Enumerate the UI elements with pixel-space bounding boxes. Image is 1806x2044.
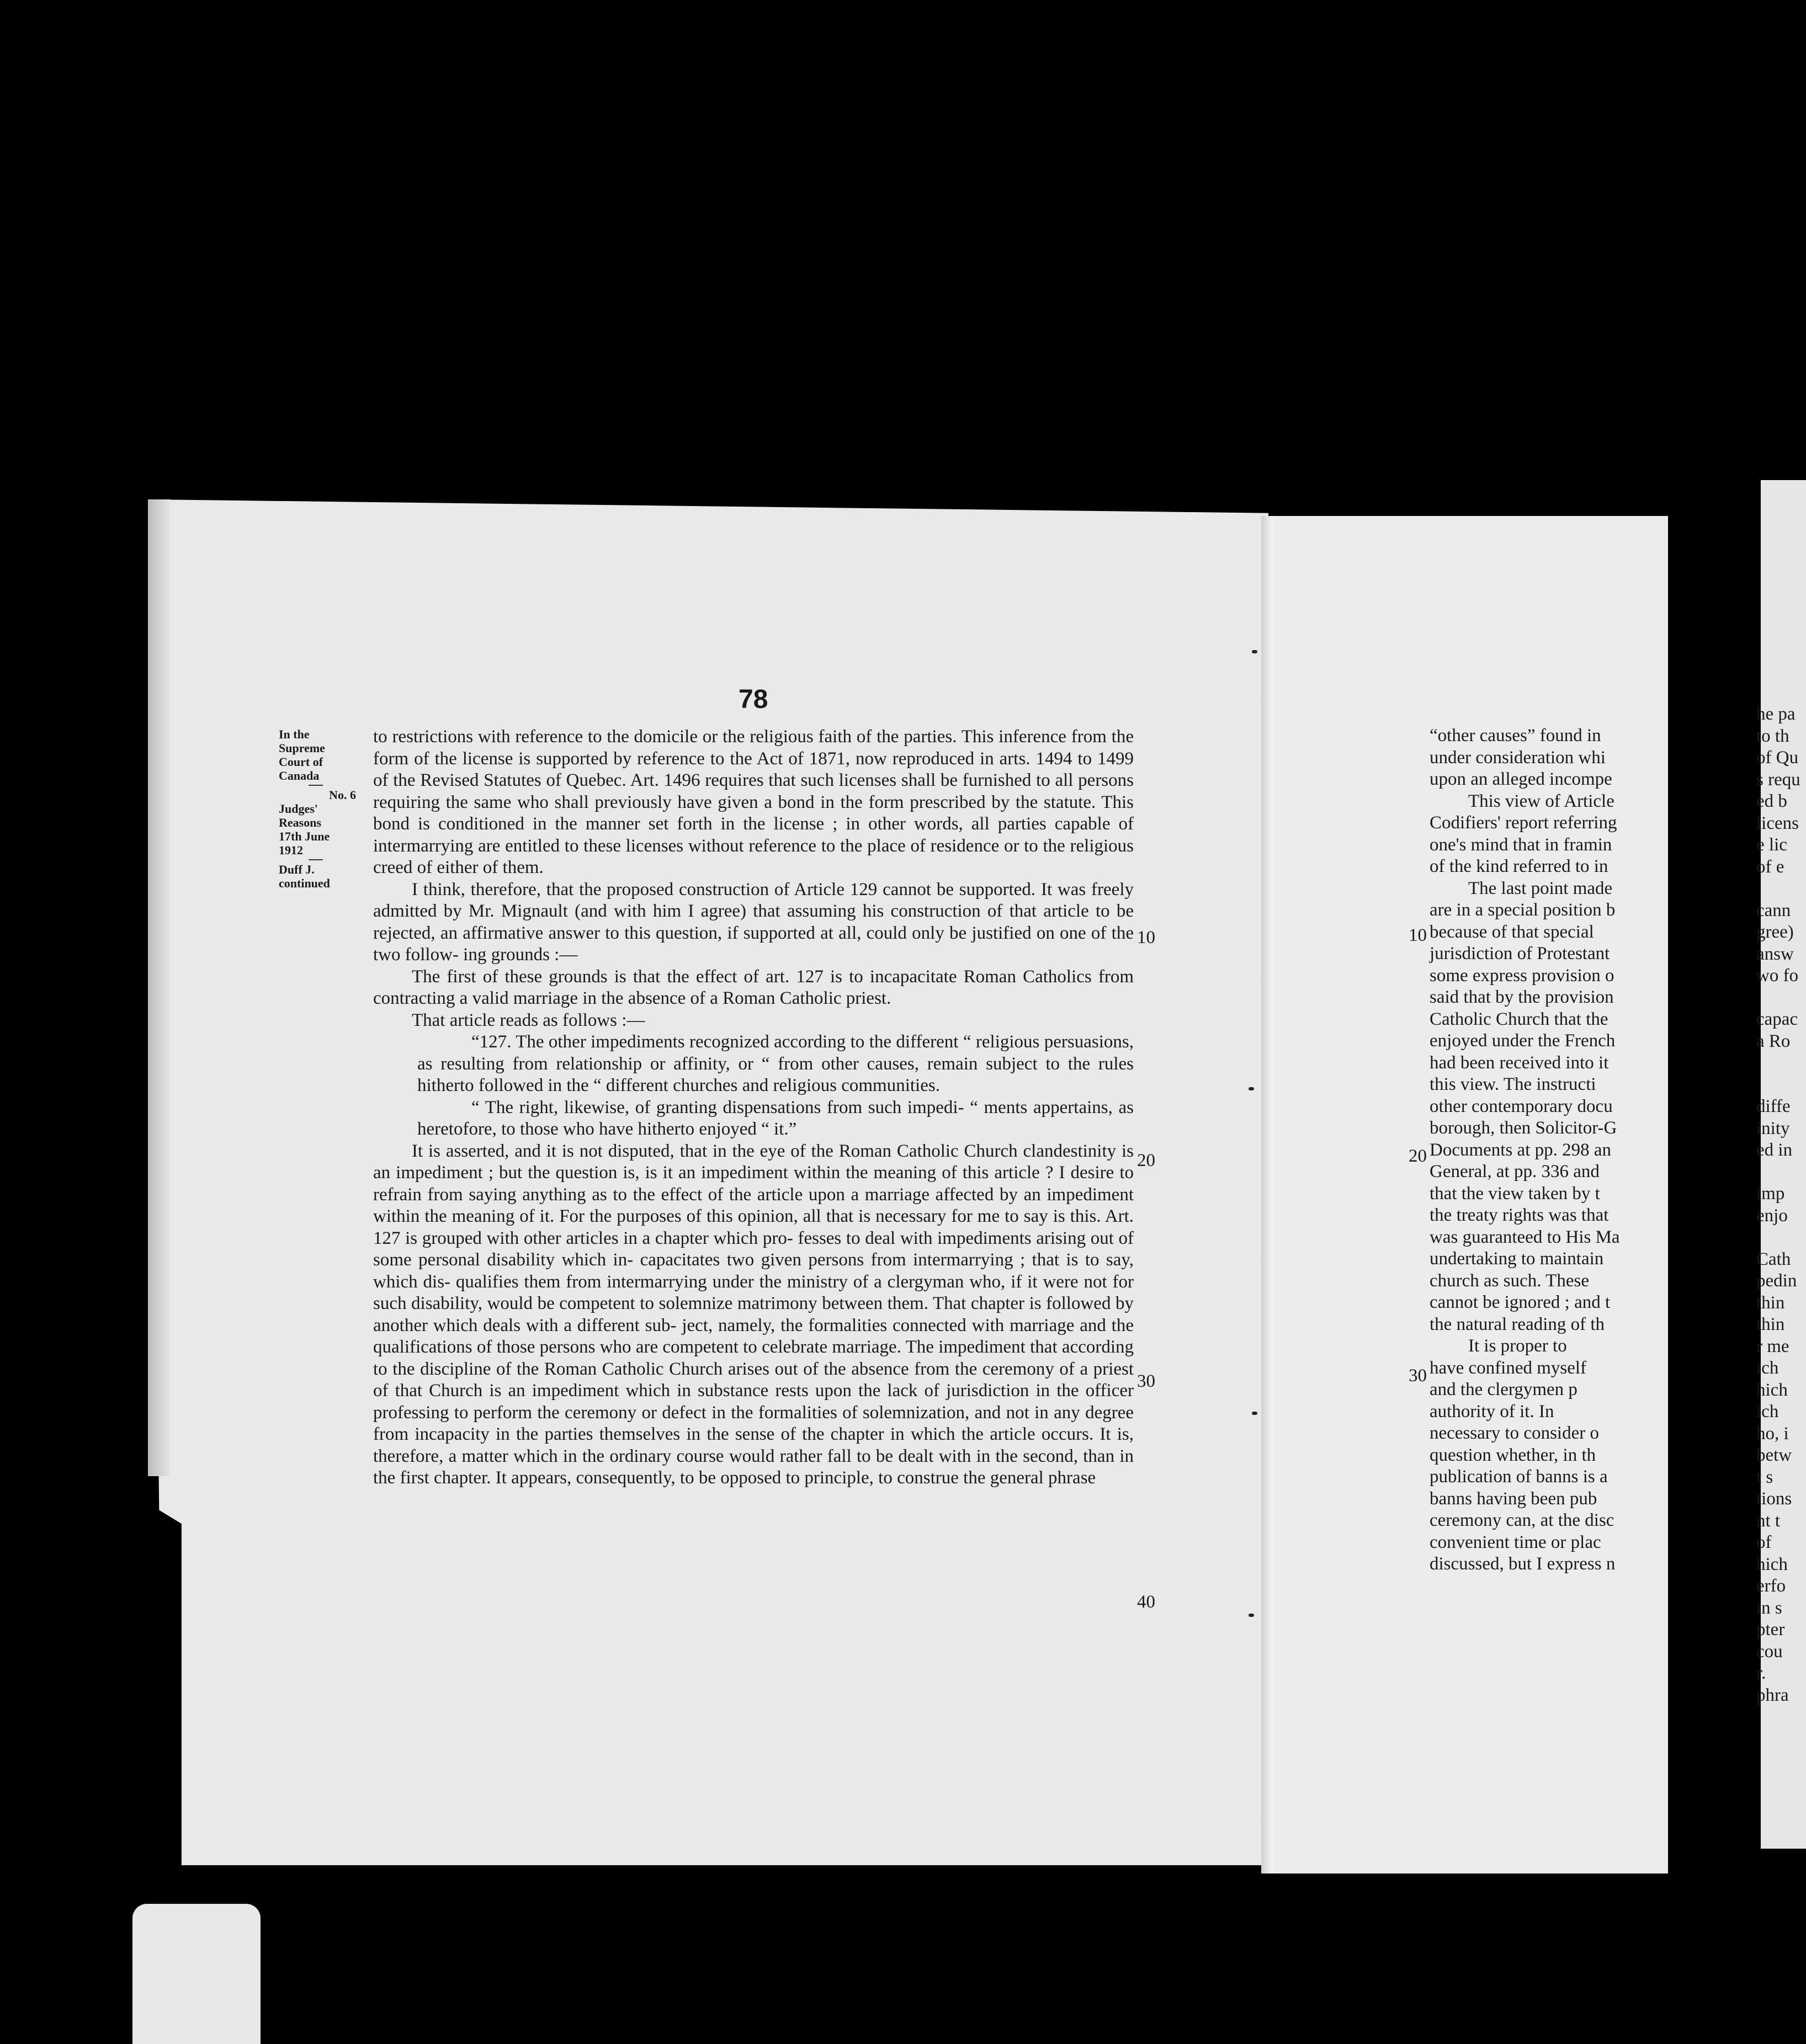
sidenote-line: continued xyxy=(279,876,330,890)
far-text-line: capac xyxy=(1756,1009,1798,1029)
text-line: were not for such disability, would be competent to solemnize matrimony between xyxy=(373,1271,1134,1313)
text-line: I think, therefore, that the proposed construction of Article 129 cannot be xyxy=(412,879,954,899)
far-text-line: imp xyxy=(1756,1184,1785,1204)
far-text-line: r me xyxy=(1756,1336,1789,1356)
text-line: “127. The other impediments recognized according to the different xyxy=(471,1032,959,1052)
far-text-line: inity xyxy=(1756,1118,1790,1138)
far-text-line: a Ro xyxy=(1756,1031,1791,1051)
text-line: assuming his construction of that article to be rejected, an affirmative answer to xyxy=(373,901,1134,943)
facing-text-line: under consideration whi xyxy=(1430,747,1606,768)
text-line: The first of these grounds is that the effect of art. 127 is to incapacitate xyxy=(412,966,957,987)
facing-text-line: the treaty rights was that xyxy=(1430,1205,1609,1225)
paragraph xyxy=(373,1141,1134,1489)
text-line: statute. This bond is conditioned in the manner set forth in the license ; in xyxy=(373,792,1134,834)
facing-text-line: convenient time or plac xyxy=(1430,1532,1601,1552)
far-text-line: r. xyxy=(1756,1663,1766,1683)
text-line: of them. xyxy=(482,858,544,877)
facing-text-line: authority of it. In xyxy=(1430,1401,1554,1422)
facing-text-line: question whether, in th xyxy=(1430,1445,1596,1465)
facing-text-line: the natural reading of th xyxy=(1430,1314,1605,1334)
far-text-line: of xyxy=(1756,1532,1772,1552)
far-text-line: he pa xyxy=(1756,704,1796,724)
text-line: them. That chapter is followed by another which deals with a different sub- xyxy=(373,1294,1134,1335)
facing-text-line: General, at pp. 336 and xyxy=(1430,1162,1600,1181)
text-line: qualifies them from intermarrying under the ministry of a clergyman who, if it xyxy=(455,1271,1038,1292)
far-text-line: ed in xyxy=(1756,1140,1793,1160)
line-number: 40 xyxy=(1137,1592,1155,1612)
facing-text-line: some express provision o xyxy=(1430,965,1614,986)
text-line: “ from other causes, remain subject to the rules hitherto followed in the xyxy=(417,1053,1134,1095)
facing-text-line: “other causes” found in xyxy=(1430,726,1601,746)
sidenote-line: 17th June xyxy=(279,829,330,843)
facing-text-line: enjoyed under the French xyxy=(1430,1031,1616,1051)
quotation xyxy=(417,1031,1134,1097)
divider xyxy=(309,785,323,786)
far-text-line: s requ xyxy=(1756,769,1800,790)
facing-text-line: Documents at pp. 298 an xyxy=(1430,1140,1612,1160)
text-line: would rather fall to be dealt with in the second, than in the first chapter. It xyxy=(373,1446,1134,1488)
facing-text-line: was guaranteed to His Ma xyxy=(1430,1227,1620,1247)
line-number: 30 xyxy=(1137,1371,1155,1391)
far-text-line: hich xyxy=(1756,1380,1788,1400)
text-line: of 1871, now reproduced in arts. 1494 to 1499 of the Revised Statutes of Quebec. xyxy=(373,748,1134,790)
text-line: within the meaning of this article ? I desire to refrain from saying anything as xyxy=(373,1163,1134,1205)
facing-text-line: of the kind referred to in xyxy=(1430,856,1608,876)
facing-page-text xyxy=(1402,725,1667,1575)
paragraph xyxy=(373,879,1134,966)
text-line: “ religious persuasions, as resulting from relationship or affinity, or xyxy=(417,1032,1134,1074)
far-text-line xyxy=(1756,1227,1806,1249)
text-line: the ceremony or defect in the formalities of solemnization, and not in any xyxy=(537,1402,1080,1423)
binding-mark xyxy=(1249,1614,1254,1617)
text-line: Roman Catholics from contracting a valid marriage in the absence of a Roman xyxy=(373,966,1134,1008)
text-line: to restrictions with reference to the domicile or the religious faith of the parties. xyxy=(373,727,957,747)
text-line: the same who shall previously have given a bond in the form prescribed by the xyxy=(445,792,1038,812)
line-number: 20 xyxy=(1137,1151,1155,1170)
facing-text-line: this view. The instructi xyxy=(1430,1074,1596,1094)
quotation xyxy=(417,1097,1134,1141)
facing-text-line: banns having been pub xyxy=(1430,1488,1597,1509)
text-line: ing grounds :— xyxy=(463,945,578,965)
far-text-line: thin xyxy=(1756,1292,1785,1313)
binding-mark xyxy=(1252,650,1257,653)
paragraph xyxy=(373,726,1134,879)
page-number: 78 xyxy=(739,685,768,714)
far-text-line xyxy=(1756,878,1806,900)
text-line: meaning of it. For the purposes of this opinion, all that is necessary for me to xyxy=(452,1206,1019,1226)
sidenote-line: Canada xyxy=(279,769,320,783)
text-line: appears, consequently, to be opposed to principle, to construe the general phrase xyxy=(511,1468,1096,1488)
sidenote-line: Court of xyxy=(279,755,323,769)
document-number: No. 6 xyxy=(329,788,356,802)
far-text-line: of e xyxy=(1756,856,1784,877)
facing-text-line: and the clergymen p xyxy=(1430,1380,1577,1399)
far-text-line xyxy=(1756,987,1806,1009)
text-line: Church clandestinity is an impediment ; but the question is, is it an impediment xyxy=(373,1141,1134,1183)
far-text-line: t s xyxy=(1756,1467,1773,1487)
line-number: 10 xyxy=(1137,928,1155,948)
reasons-label xyxy=(279,802,356,857)
margin-note xyxy=(279,727,356,890)
facing-line-number: 20 xyxy=(1409,1146,1427,1166)
facing-text-line: discussed, but I express n xyxy=(1430,1554,1616,1574)
far-text-line: enjo xyxy=(1756,1205,1788,1226)
judge-label xyxy=(279,863,356,890)
text-line: “ it.” xyxy=(761,1119,797,1139)
far-text-line: phra xyxy=(1756,1685,1789,1705)
far-text-line: of Qu xyxy=(1756,748,1799,768)
text-line: fesses to deal with impediments arising out of some personal disability which in- xyxy=(373,1228,1134,1270)
facing-text-line: had been received into it xyxy=(1430,1052,1609,1073)
court-label xyxy=(279,727,356,783)
far-text-line: pedin xyxy=(1756,1271,1797,1291)
far-text-line: thin xyxy=(1756,1314,1785,1334)
far-text-line xyxy=(1756,1052,1806,1074)
far-text-line: wo fo xyxy=(1756,966,1799,986)
far-text-line: answ xyxy=(1756,944,1794,964)
facing-text-line: said that by the provision xyxy=(1430,987,1614,1007)
text-line: which the article occurs. It is, therefore, a matter which in the ordinary course xyxy=(373,1424,1134,1466)
text-line: Catholic priest. xyxy=(779,988,891,1008)
binding-mark xyxy=(1249,1087,1254,1090)
far-text-line: pter xyxy=(1756,1620,1785,1640)
text-line: say is this. Art. 127 is grouped with other articles in a chapter which pro- xyxy=(373,1206,1134,1248)
far-text-line: erfo xyxy=(1756,1576,1786,1596)
far-text-line: ho, i xyxy=(1756,1423,1789,1444)
facing-text-line: upon an alleged incompe xyxy=(1430,769,1612,789)
facing-text-line: The last point made xyxy=(1468,878,1613,898)
far-text-line xyxy=(1756,1074,1806,1096)
text-line: supported. It was freely admitted by Mr. Mignault (and with him I agree) that xyxy=(373,879,1134,921)
paragraph xyxy=(373,1010,1134,1032)
left-page-edge xyxy=(148,499,170,1476)
facing-text-line: because of that special xyxy=(1430,922,1594,942)
far-text-line: Cath xyxy=(1756,1249,1791,1269)
text-line: according to the discipline of the Roman Catholic Church arises out of the xyxy=(373,1337,1134,1379)
sidenote-line: Judges' xyxy=(279,802,318,816)
facing-text-line: have confined myself xyxy=(1430,1358,1587,1378)
far-text-line: licens xyxy=(1756,813,1799,833)
text-line: It is asserted, and it is not disputed, that in the eye of the Roman Catholic xyxy=(412,1141,959,1161)
film-holder-tab xyxy=(132,1904,261,2044)
facing-text-line: other contemporary docu xyxy=(1430,1096,1613,1116)
sidenote-line: In the xyxy=(279,727,310,741)
facing-text-line: necessary to consider o xyxy=(1430,1423,1599,1443)
far-text-line: ich xyxy=(1756,1358,1779,1378)
facing-text-line: cannot be ignored ; and t xyxy=(1430,1292,1611,1312)
divider xyxy=(309,859,323,860)
far-page-text xyxy=(1756,704,1806,1706)
text-line: those persons who are competent to celebrate marriage. The impediment that xyxy=(496,1337,1058,1357)
facing-text-line: jurisdiction of Protestant xyxy=(1430,944,1610,964)
far-text-line: e lic xyxy=(1756,835,1787,855)
text-line: capacitates two given persons from intermarrying ; that is to say, which dis- xyxy=(373,1250,1134,1292)
far-text-line: gree) xyxy=(1756,922,1794,942)
far-text-line: diffe xyxy=(1756,1096,1791,1116)
facing-text-line: ceremony can, at the disc xyxy=(1430,1510,1614,1530)
far-text-line: cann xyxy=(1756,900,1791,920)
far-text-line: betw xyxy=(1756,1445,1792,1465)
sidenote-line: 1912 xyxy=(279,843,303,857)
facing-text-line: are in a special position b xyxy=(1430,900,1616,920)
body-text xyxy=(373,726,1134,1489)
facing-text-line: borough, then Solicitor-G xyxy=(1430,1118,1617,1138)
text-line: without reference to the place of residence or to the religious creed of either xyxy=(373,835,1134,877)
far-text-line: ed b xyxy=(1756,791,1787,811)
text-line: “ ments appertains, as heretofore, to those who have hitherto enjoyed xyxy=(417,1097,1134,1139)
far-text-line xyxy=(1756,1162,1806,1184)
facing-text-line: This view of Article xyxy=(1468,791,1614,811)
text-line: That article reads as follows :— xyxy=(412,1010,645,1030)
facing-text-line: Catholic Church that the xyxy=(1430,1009,1608,1029)
facing-text-line: that the view taken by t xyxy=(1430,1183,1600,1204)
text-line: substance rests upon the lack of jurisdiction in the officer professing to perform xyxy=(373,1381,1134,1423)
text-line: “ different churches and religious communities. xyxy=(593,1076,940,1095)
far-text-line: in s xyxy=(1756,1598,1782,1618)
far-text-line: to th xyxy=(1756,726,1789,746)
text-line: absence from the ceremony of a priest of that Church is an impediment which in xyxy=(373,1359,1134,1401)
text-line: Art. 1496 requires that such licenses shall be furnished to all persons requiring xyxy=(373,770,1134,812)
text-line: ject, namely, the formalities connected with marriage and the qualifications of xyxy=(373,1315,1134,1357)
sidenote-line: Duff J. xyxy=(279,863,315,876)
sidenote-line: Supreme xyxy=(279,741,325,755)
far-text-line: hich xyxy=(1756,1554,1788,1574)
facing-text-line: It is proper to xyxy=(1468,1336,1567,1356)
paragraph xyxy=(373,966,1134,1010)
far-text-line: ich xyxy=(1756,1402,1779,1422)
facing-text-line: undertaking to maintain xyxy=(1430,1249,1604,1269)
text-line: This inference from the form of the license is supported by reference to the Act xyxy=(373,727,1134,769)
facing-text-line: church as such. These xyxy=(1430,1270,1589,1291)
far-text-line: tions xyxy=(1756,1489,1792,1509)
text-line: this question, if supported at all, could only be justified on one of the two follow- xyxy=(373,923,1134,965)
facing-text-line: publication of banns is a xyxy=(1430,1467,1608,1487)
text-line: other words, all parties capable of intermarrying are entitled to these licenses xyxy=(373,814,1134,856)
text-line: “ The right, likewise, of granting dispensations from such impedi- xyxy=(471,1097,964,1117)
facing-text-line: one's mind that in framin xyxy=(1430,834,1612,855)
facing-line-number: 30 xyxy=(1409,1366,1427,1386)
sidenote-line: Reasons xyxy=(279,816,322,829)
text-line: to the effect of the article upon a marriage affected by an impediment within the xyxy=(373,1184,1134,1226)
text-line: degree from incapacity in the parties themselves in the sense of the chapter in xyxy=(373,1402,1134,1444)
far-text-line: nt t xyxy=(1756,1510,1781,1531)
binding-mark xyxy=(1252,1412,1257,1415)
facing-text-line: Codifiers' report referring xyxy=(1430,813,1617,833)
far-text-line: cou xyxy=(1756,1641,1783,1662)
facing-line-number: 10 xyxy=(1409,925,1427,945)
